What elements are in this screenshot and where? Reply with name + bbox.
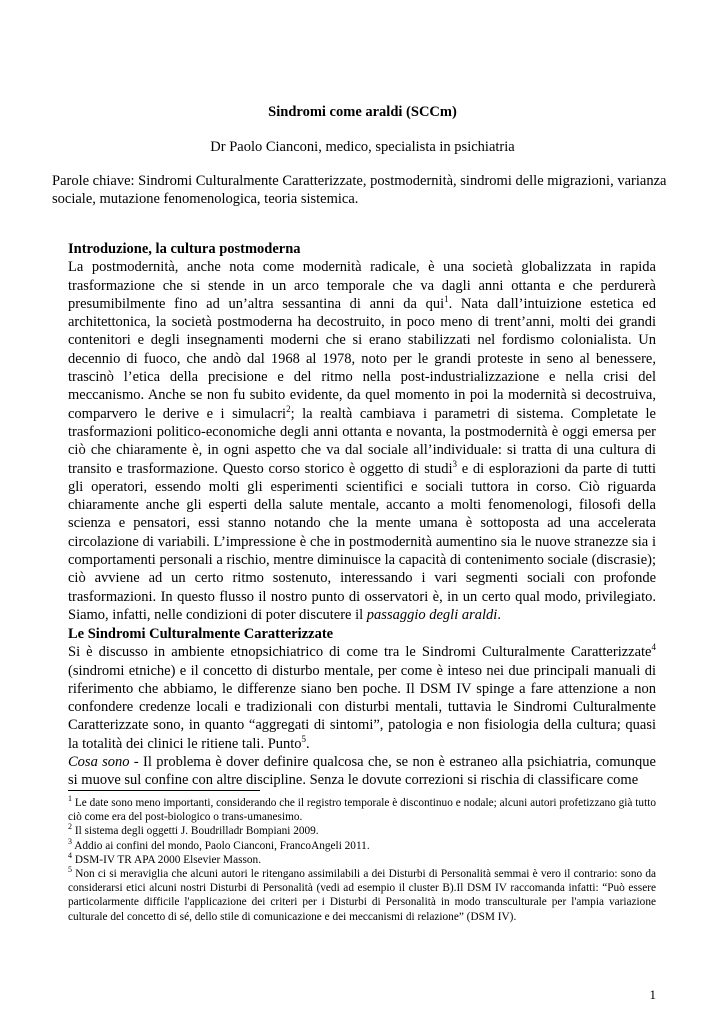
footnote-ref-2: 2 <box>286 403 291 414</box>
footnote-separator <box>68 790 260 791</box>
footnotes <box>68 796 656 924</box>
footnote <box>68 796 656 824</box>
introduction-paragraph <box>68 258 656 624</box>
section-introduction <box>68 240 656 624</box>
footnote-ref-3: 3 <box>452 458 457 469</box>
text-span: - Il problema è dover definire qualcosa che, se non è estraneo alla psichiatria, comunque si muove sul confine con altre discipline. Senza le dovute correzioni si rischia di classificare come <box>68 754 656 789</box>
footnote-text: Il sistema degli oggetti J. Boudrilladr Bompiani 2009. <box>72 825 319 838</box>
text-span: ; la realtà cambiava i parametri di sistema. Completate le trasformazioni politico-economiche degli anni ottanta e novanta, la postmodernità è oggi emersa per ciò che chiaramente è, in ogni aspetto che va dal sociale all’individuale: si tratta di una cultura di transito e trasformazione. Questo corso storico è oggetto di studi <box>68 405 656 477</box>
section-culture-bound-syndromes <box>68 625 656 790</box>
footnote-number: 1 <box>68 794 72 804</box>
footnote-number: 2 <box>68 822 72 832</box>
syndromes-paragraph <box>68 643 656 753</box>
keywords-line: Parole chiave: Sindromi Culturalmente Caratterizzate, postmodernità, sindromi delle migrazioni, varianza sociale, mutazione fenomenologica, teoria sistemica. <box>52 173 667 207</box>
footnote-text: Le date sono meno importanti, considerando che il registro temporale è discontinuo e nodale; alcuni autori profetizzano già tutto ciò come era del post-biologico o trans-umanesimo. <box>68 797 656 824</box>
footnote-number: 3 <box>68 836 72 846</box>
footnote-ref-1: 1 <box>444 294 449 305</box>
italic-lead: Cosa sono <box>68 754 130 771</box>
footnote-number: 5 <box>68 865 72 875</box>
document-author: Dr Paolo Cianconi, medico, specialista in psichiatria <box>210 139 515 155</box>
footnote <box>68 824 656 838</box>
footnote <box>68 836 656 853</box>
footnote-number: 4 <box>68 851 72 861</box>
text-span: La postmodernità, anche nota come modernità radicale, è una società globalizzata in rapida trasformazione che si stende in un arco temporale che va dagli anni ottanta e che perdurerà presumibilmente fino ad un’altra sessantina di anni da qui <box>68 259 656 312</box>
text-span: Si è discusso in ambiente etnopsichiatrico di come tra le Sindromi Culturalmente Caratterizzate <box>68 644 652 661</box>
footnote <box>68 867 656 924</box>
text-span: . <box>306 735 310 752</box>
text-span: . Nata dall’intuizione estetica ed architettonica, la società postmoderna ha decostruito, in poco meno di trent’anni, molti dei grandi contenitori e degli insegnamenti moderni che si erano stabilizzati nel fordismo colonialista. Un decennio di fuoco, che andò dal 1968 al 1978, noto per le grandi proteste in seno al benessere, trascinò l’etica della precisione e del ritmo nella post-industrializzazione e nella crisi del meccanismo. Anche se non fu subito evidente, da quel momento in poi la modernità si decostruiva, comparvero le derive e i simulacri <box>68 295 656 422</box>
footnote <box>68 853 656 867</box>
footnote-ref-5: 5 <box>301 733 307 744</box>
page-number: 1 <box>649 987 656 1002</box>
italic-phrase: passaggio degli araldi <box>366 606 498 623</box>
footnote-ref-4: 4 <box>651 642 656 653</box>
document-title: Sindromi come araldi (SCCm) <box>268 104 457 120</box>
text-span: . <box>497 606 501 623</box>
definition-paragraph <box>68 753 656 790</box>
section-heading-introduction: Introduzione, la cultura postmoderna <box>68 241 301 257</box>
footnote-text: DSM-IV TR APA 2000 Elsevier Masson. <box>72 853 262 866</box>
footnote-text: Addio ai confini del mondo, Paolo Cianconi, FrancoAngeli 2011. <box>72 839 370 852</box>
text-span: (sindromi etniche) e il concetto di disturbo mentale, per come è inteso nei due principali manuali di riferimento che abbiamo, le differenze siano ben poche. Il DSM IV spinge a fare attenzione a non confondere credenze locali e tradizionali con disturbi mentali, tuttavia le Sindromi Culturalmente Caratterizzate sono, in quanto “aggregati di sintomi”, patologia e non fisiologia della cultura; quasi la totalità dei clinici le ritiene tali. Punto <box>68 662 656 752</box>
section-heading-syndromes: Le Sindromi Culturalmente Caratterizzate <box>68 626 334 642</box>
footnote-text: Non ci si meraviglia che alcuni autori le ritengano assimilabili a dei Disturbi di Personalità semmai è vero il contrario: sono da considerarsi etici alcuni nostri Disturbi di Personalità (vedi ad esempio il cluster B).Il DSM IV raccomanda infatti: “Può essere particolarmente difficile l'applicazione dei criteri per i Disturbi di Personalità in modo transculturale per l'ampia variazione culturale del concetto di sé, dello stile di comunicazione e dei meccanismi di relazione” (DSM IV). <box>68 868 656 923</box>
text-span: e di esplorazioni da parte di tutti gli operatori, essendo molti gli esperimenti scientifici e sociali tuttora in corso. Ciò riguarda chiaramente anche gli esperti della salute mentale, accanto a molti fenomenologi, filosofi della scienza e pensatori, essi stanno notando che la mente umana è sottoposta ad una accelerata circolazione di variabili. L’impressione è che in postmodernità aumentino sia le nuove stranezze sia i comportamenti personali a rischio, mentre diminuisce la capacità di contenimento sociale (discrasie); ciò avviene ad un certo ritmo sostenuto, interessando i vari segmenti sociali con profonde trasformazioni. In questo flusso il nostro punto di osservatori è, in un certo qual modo, privilegiato. Siamo, infatti, nelle condizioni di poter discutere il <box>68 460 657 623</box>
